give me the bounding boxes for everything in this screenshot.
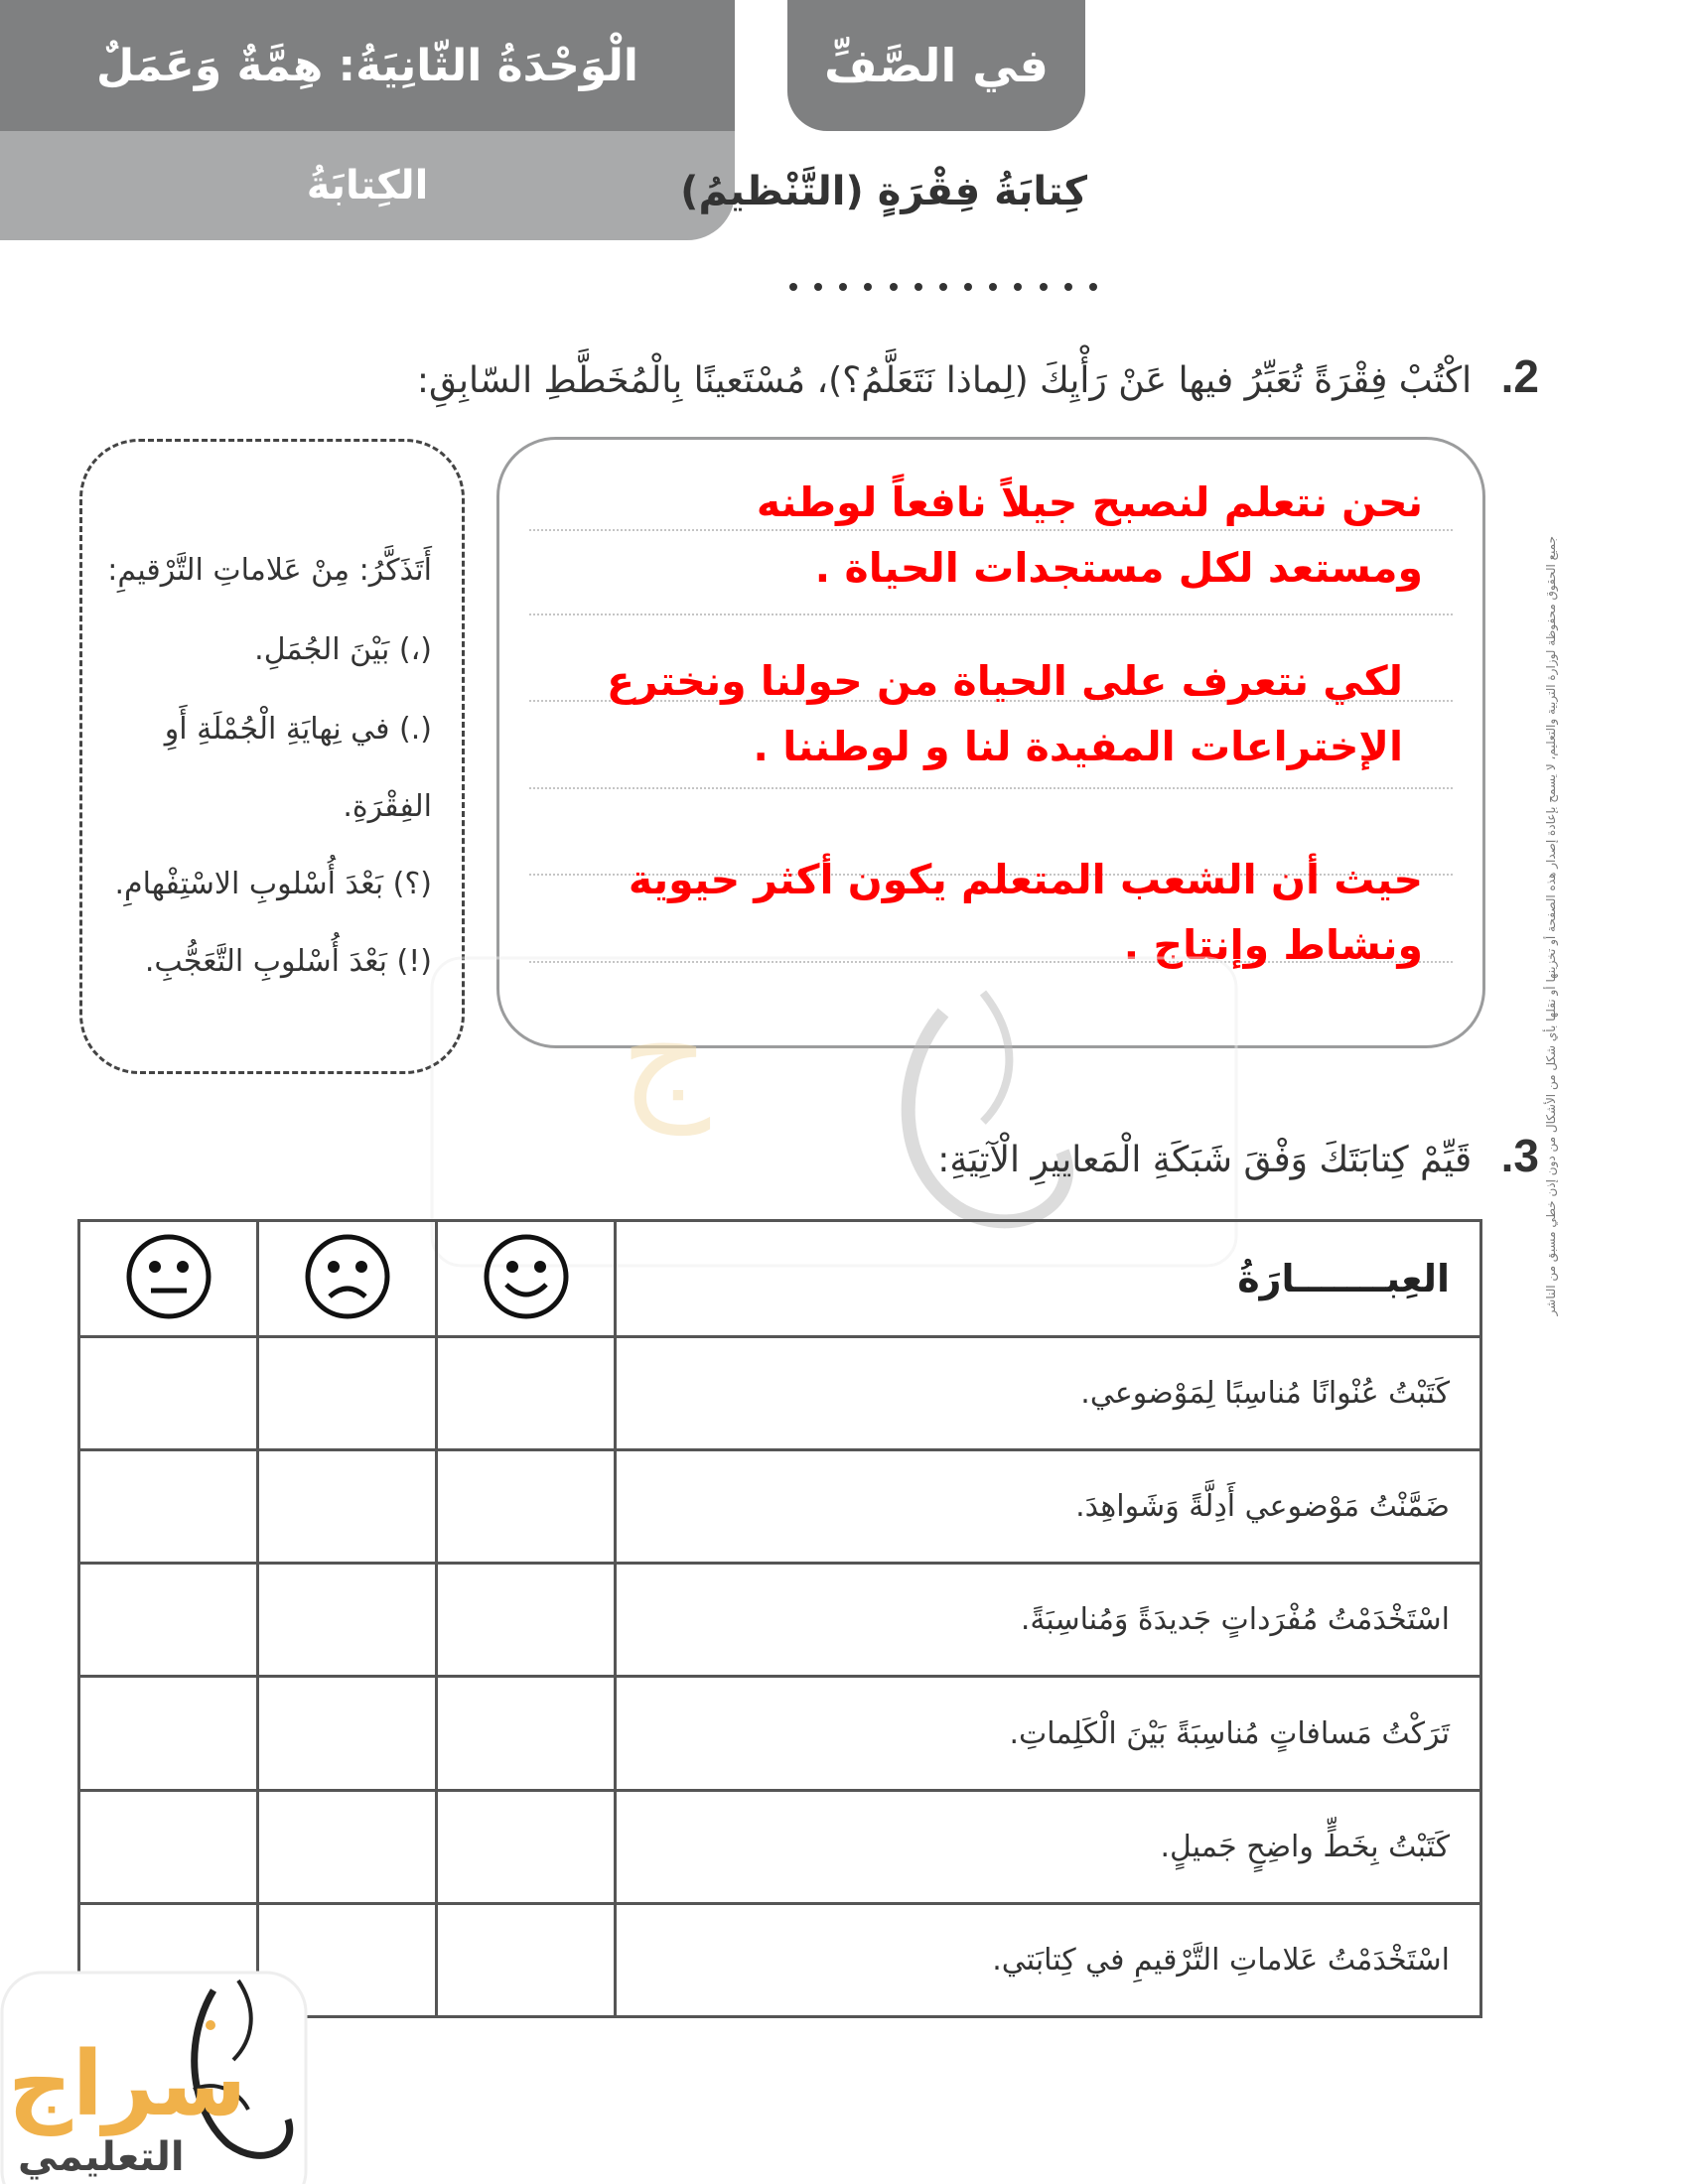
remember-title: أَتَذَكَّرُ: مِنْ عَلاماتِ التَّرْقيمِ: [107, 553, 432, 588]
copyright-note: جميع الحقوق محفوظة لوزارة التربية والتعليم، لا يسمح بإعادة إصدار هذه الصفحة أو تخزينها أو نقلها بأي شكل من الأشكال من دون إذن خطي مسبق من الناشر [1544, 536, 1558, 1316]
happy-face-icon [479, 1229, 574, 1324]
table-row [79, 1564, 1481, 1677]
answer-line: حيث أن الشعب المتعلم يكون أكثر حيوية [628, 856, 1423, 903]
answer-line: الإختراعات المفيدة لنا و لوطننا . [753, 723, 1403, 770]
rubric-statement: كَتَبْتُ عُنْوانًا مُناسِبًا لِمَوْضوعي. [616, 1337, 1481, 1450]
neutral-face-header [79, 1221, 258, 1337]
answer-box[interactable] [496, 437, 1485, 1048]
answer-paragraph-1 [757, 470, 1423, 601]
rating-cell[interactable] [258, 1677, 437, 1790]
answer-line: ومستعد لكل مستجدات الحياة . [814, 544, 1423, 592]
neutral-face-icon [121, 1229, 216, 1324]
rating-cell[interactable] [258, 1450, 437, 1564]
rubric-statement: ضَمَّنْتُ مَوْضوعي أَدِلَّةً وَشَواهِدَ. [616, 1450, 1481, 1564]
answer-line: نحن نتعلم لنصبح جيلاً نافعاً لوطنه [756, 478, 1423, 526]
lesson-subtitle: كِتابَةُ فِقْرَةٍ (التَّنْظيمُ) [680, 169, 1087, 214]
remember-item: (،) بَيْنَ الجُمَلِ. [254, 632, 432, 667]
rating-cell[interactable] [79, 1677, 258, 1790]
answer-line: لكي نتعرف على الحياة من حولنا ونخترع [606, 657, 1403, 705]
class-tab: في الصَّفِّ [787, 0, 1085, 131]
rating-cell[interactable] [258, 1337, 437, 1450]
rating-cell[interactable] [79, 1450, 258, 1564]
sad-face-header [258, 1221, 437, 1337]
happy-face-header [437, 1221, 616, 1337]
logo-subtitle: التعليمي [18, 2134, 185, 2180]
answer-paragraph-3 [629, 847, 1423, 978]
question-2-number: 2. [1500, 350, 1539, 402]
rating-cell[interactable] [79, 1337, 258, 1450]
remember-item: (؟) بَعْدَ أُسْلوبِ الاسْتِفْهامِ. [114, 867, 432, 901]
rating-cell[interactable] [437, 1903, 616, 2016]
statement-header: العِبـــــــارَةُ [616, 1221, 1481, 1337]
rating-cell[interactable] [437, 1337, 616, 1450]
remember-item: (.) في نِهايَةِ الْجُمْلَةِ أَوِ [164, 712, 432, 747]
table-row [79, 1337, 1481, 1450]
question-2-text: اكْتُبْ فِقْرَةً تُعَبِّرُ فيها عَنْ رَأْيِكَ (لِماذا نَتَعَلَّمُ؟)، مُسْتَعينًا بِالْمُخَطَّطِ السّابِقِ: [416, 360, 1473, 401]
rating-cell[interactable] [79, 1564, 258, 1677]
ruled-line [529, 787, 1453, 789]
rating-cell[interactable] [79, 1790, 258, 1903]
remember-item: (!) بَعْدَ أُسْلوبِ التَّعَجُّبِ. [144, 944, 432, 979]
rubric-table [77, 1219, 1482, 2018]
rating-cell[interactable] [437, 1677, 616, 1790]
ruled-line [529, 614, 1453, 615]
answer-line: ونشاط وإنتاج . [1123, 921, 1423, 969]
question-2 [417, 349, 1539, 403]
rating-cell[interactable] [437, 1450, 616, 1564]
table-row [79, 1677, 1481, 1790]
svg-text:ﺝ: ﺝ [620, 974, 711, 1136]
dotted-divider [789, 283, 1097, 291]
table-header-row [79, 1221, 1481, 1337]
rating-cell[interactable] [258, 1790, 437, 1903]
rubric-statement: اسْتَخْدَمْتُ مُفْرَداتٍ جَديدَةً وَمُناسِبَةً. [616, 1564, 1481, 1677]
rubric-statement: اسْتَخْدَمْتُ عَلاماتِ التَّرْقيمِ في كِتابَتي. [616, 1903, 1481, 2016]
rating-cell[interactable] [437, 1790, 616, 1903]
rating-cell[interactable] [437, 1564, 616, 1677]
remember-box [79, 439, 465, 1074]
table-row [79, 1450, 1481, 1564]
answer-paragraph-2 [607, 648, 1403, 779]
logo-wordmark: سراج [8, 2032, 247, 2136]
remember-item: الفِقْرَةِ. [343, 789, 432, 824]
question-3-text: قَيِّمْ كِتابَتَكَ وَفْقَ شَبَكَةِ الْمَعاييرِ الْآتِيَةِ: [937, 1140, 1473, 1180]
sad-face-icon [300, 1229, 395, 1324]
unit-title: الْوَحْدَةُ الثّانِيَةُ: هِمَّةٌ وَعَمَلٌ [0, 0, 735, 131]
rating-cell[interactable] [258, 1564, 437, 1677]
section-title: الكِتابَةُ [0, 131, 735, 240]
table-row [79, 1790, 1481, 1903]
question-3-number: 3. [1500, 1130, 1539, 1181]
rubric-statement: كَتَبْتُ بِخَطٍّ واضِحٍ جَميلٍ. [616, 1790, 1481, 1903]
question-3 [937, 1129, 1539, 1182]
rubric-statement: تَرَكْتُ مَسافاتٍ مُناسِبَةً بَيْنَ الْكَلِماتِ. [616, 1677, 1481, 1790]
